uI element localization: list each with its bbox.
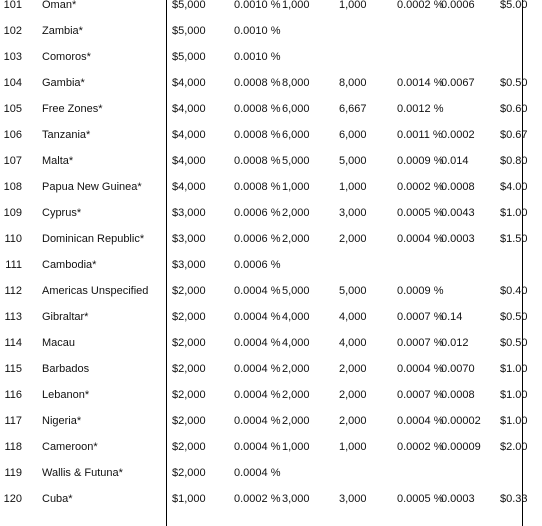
value-a: 2,000 (282, 233, 310, 245)
per-unit-value: $1.00 (500, 389, 528, 401)
per-unit-value: $0.50 (500, 77, 528, 89)
country-name: Macau (42, 337, 76, 349)
row-number: 106 (3, 129, 22, 141)
ratio-value: 0.0002 (441, 129, 475, 141)
share-b: 0.0002 % (397, 441, 444, 453)
country-name: Gambia* (42, 77, 85, 89)
ratio-value: 0.0067 (441, 77, 475, 89)
value-a: 5,000 (282, 285, 310, 297)
revenue-share: 0.0008 % (234, 103, 281, 115)
ratio-value: 0.0008 (441, 181, 475, 193)
ratio-value: 0.14 (441, 311, 463, 323)
value-b: 4,000 (339, 311, 367, 323)
country-name: Malta* (42, 155, 74, 167)
country-name: Lebanon* (42, 389, 90, 401)
row-number: 102 (3, 25, 22, 37)
country-name: Americas Unspecified (42, 285, 149, 297)
revenue-value: $4,000 (172, 155, 206, 167)
per-unit-value: $1.00 (500, 415, 528, 427)
country-name: Free Zones* (42, 103, 103, 115)
value-a: 2,000 (282, 389, 310, 401)
value-b: 8,000 (339, 77, 367, 89)
value-a: 6,000 (282, 103, 310, 115)
share-b: 0.0009 % (397, 155, 444, 167)
per-unit-value: $0.60 (500, 103, 528, 115)
row-number: 111 (5, 259, 22, 271)
table-row (0, 334, 542, 360)
value-b: 3,000 (339, 207, 367, 219)
revenue-value: $3,000 (172, 259, 206, 271)
share-b: 0.0004 % (397, 415, 444, 427)
per-unit-value: $0.80 (500, 155, 528, 167)
revenue-value: $2,000 (172, 441, 206, 453)
revenue-share: 0.0004 % (234, 285, 281, 297)
value-b: 2,000 (339, 389, 367, 401)
table-row (0, 308, 542, 334)
value-a: 6,000 (282, 129, 310, 141)
value-b: 1,000 (339, 0, 367, 11)
ratio-value: 0.0008 (441, 389, 475, 401)
revenue-share: 0.0004 % (234, 467, 281, 479)
table-row (0, 282, 542, 308)
value-a: 1,000 (282, 0, 310, 11)
revenue-share: 0.0004 % (234, 311, 281, 323)
revenue-share: 0.0008 % (234, 129, 281, 141)
value-b: 2,000 (339, 415, 367, 427)
table-row (0, 100, 542, 126)
table-row (0, 74, 542, 100)
table-row (0, 360, 542, 386)
revenue-share: 0.0006 % (234, 259, 281, 271)
ratio-value: 0.00009 (441, 441, 481, 453)
per-unit-value: $5.00 (500, 0, 528, 11)
value-a: 1,000 (282, 441, 310, 453)
value-b: 1,000 (339, 441, 367, 453)
country-name: Cambodia* (42, 259, 97, 271)
revenue-value: $4,000 (172, 77, 206, 89)
revenue-value: $2,000 (172, 337, 206, 349)
table-row (0, 490, 542, 516)
ratio-value: 0.0043 (441, 207, 475, 219)
share-b: 0.0005 % (397, 493, 444, 505)
value-a: 2,000 (282, 415, 310, 427)
share-b: 0.0004 % (397, 363, 444, 375)
table-row (0, 22, 542, 48)
share-b: 0.0002 % (397, 0, 444, 11)
revenue-share: 0.0010 % (234, 25, 281, 37)
revenue-value: $5,000 (172, 25, 206, 37)
per-unit-value: $2.00 (500, 441, 528, 453)
revenue-share: 0.0006 % (234, 233, 281, 245)
value-b: 6,667 (339, 103, 367, 115)
share-b: 0.0007 % (397, 311, 444, 323)
country-name: Zambia* (42, 25, 83, 37)
row-number: 112 (4, 285, 22, 297)
row-number: 114 (4, 337, 22, 349)
value-b: 2,000 (339, 233, 367, 245)
revenue-value: $4,000 (172, 129, 206, 141)
country-name: Gibraltar* (42, 311, 89, 323)
country-name: Dominican Republic* (42, 233, 145, 245)
value-b: 2,000 (339, 363, 367, 375)
revenue-share: 0.0004 % (234, 441, 281, 453)
value-b: 4,000 (339, 337, 367, 349)
value-a: 2,000 (282, 207, 310, 219)
country-name: Tanzania* (42, 129, 91, 141)
row-number: 118 (4, 441, 22, 453)
revenue-value: $3,000 (172, 233, 206, 245)
revenue-value: $2,000 (172, 311, 206, 323)
per-unit-value: $1.00 (500, 363, 528, 375)
row-number: 101 (3, 0, 22, 11)
country-name: Papua New Guinea* (42, 181, 142, 193)
table-row (0, 0, 542, 22)
per-unit-value: $0.50 (500, 337, 528, 349)
row-number: 109 (3, 207, 22, 219)
value-a: 2,000 (282, 363, 310, 375)
value-a: 4,000 (282, 311, 310, 323)
country-name: Oman* (42, 0, 77, 11)
share-b: 0.0004 % (397, 233, 444, 245)
value-b: 3,000 (339, 493, 367, 505)
ratio-value: 0.014 (441, 155, 469, 167)
country-name: Wallis & Futuna* (42, 467, 123, 479)
row-number: 108 (3, 181, 22, 193)
revenue-value: $2,000 (172, 285, 206, 297)
revenue-value: $2,000 (172, 389, 206, 401)
row-number: 116 (4, 389, 22, 401)
revenue-value: $3,000 (172, 207, 206, 219)
revenue-share: 0.0004 % (234, 337, 281, 349)
row-number: 104 (3, 77, 22, 89)
revenue-value: $2,000 (172, 363, 206, 375)
per-unit-value: $0.50 (500, 311, 528, 323)
revenue-share: 0.0010 % (234, 0, 281, 11)
per-unit-value: $0.67 (500, 129, 528, 141)
revenue-share: 0.0004 % (234, 363, 281, 375)
value-b: 1,000 (339, 181, 367, 193)
country-name: Cameroon* (42, 441, 98, 453)
row-number: 113 (4, 311, 22, 323)
country-name: Barbados (42, 363, 90, 375)
country-name: Comoros* (42, 51, 91, 63)
row-number: 110 (4, 233, 22, 245)
revenue-share: 0.0008 % (234, 77, 281, 89)
ratio-value: 0.0006 (441, 0, 475, 11)
ratio-value: 0.012 (441, 337, 469, 349)
value-a: 4,000 (282, 337, 310, 349)
value-b: 5,000 (339, 155, 367, 167)
value-a: 5,000 (282, 155, 310, 167)
revenue-share: 0.0004 % (234, 389, 281, 401)
country-name: Nigeria* (42, 415, 82, 427)
table-row (0, 412, 542, 438)
share-b: 0.0007 % (397, 337, 444, 349)
revenue-share: 0.0004 % (234, 415, 281, 427)
revenue-value: $4,000 (172, 103, 206, 115)
row-number: 119 (4, 467, 22, 479)
value-a: 1,000 (282, 181, 310, 193)
revenue-share: 0.0008 % (234, 181, 281, 193)
ratio-value: 0.0003 (441, 493, 475, 505)
share-b: 0.0014 % (397, 77, 444, 89)
ratio-value: 0.00002 (441, 415, 481, 427)
country-name: Cyprus* (42, 207, 82, 219)
per-unit-value: $1.50 (500, 233, 528, 245)
revenue-share: 0.0006 % (234, 207, 281, 219)
revenue-value: $5,000 (172, 51, 206, 63)
value-b: 5,000 (339, 285, 367, 297)
value-a: 8,000 (282, 77, 310, 89)
revenue-share: 0.0010 % (234, 51, 281, 63)
revenue-share: 0.0008 % (234, 155, 281, 167)
table-row (0, 178, 542, 204)
table-row (0, 256, 542, 282)
table-row (0, 48, 542, 74)
row-number: 115 (4, 363, 22, 375)
revenue-value: $2,000 (172, 467, 206, 479)
per-unit-value: $0.33 (500, 493, 528, 505)
ratio-value: 0.0003 (441, 233, 475, 245)
share-b: 0.0011 % (397, 129, 443, 141)
ratio-value: 0.0070 (441, 363, 475, 375)
value-a: 3,000 (282, 493, 310, 505)
country-name: Cuba* (42, 493, 73, 505)
revenue-value: $4,000 (172, 181, 206, 193)
row-number: 103 (3, 51, 22, 63)
share-b: 0.0005 % (397, 207, 444, 219)
table-row (0, 152, 542, 178)
table-row (0, 438, 542, 464)
per-unit-value: $0.40 (500, 285, 528, 297)
share-b: 0.0002 % (397, 181, 444, 193)
share-b: 0.0009 % (397, 285, 444, 297)
revenue-value: $2,000 (172, 415, 206, 427)
row-number: 107 (3, 155, 22, 167)
revenue-value: $1,000 (172, 493, 206, 505)
row-number: 105 (3, 103, 22, 115)
per-unit-value: $1.00 (500, 207, 528, 219)
value-b: 6,000 (339, 129, 367, 141)
revenue-share: 0.0002 % (234, 493, 281, 505)
table-row (0, 464, 542, 490)
table-row (0, 126, 542, 152)
row-number: 120 (3, 493, 22, 505)
row-number: 117 (4, 415, 22, 427)
table-row (0, 386, 542, 412)
share-b: 0.0007 % (397, 389, 444, 401)
per-unit-value: $4.00 (500, 181, 528, 193)
share-b: 0.0012 % (397, 103, 444, 115)
table-row (0, 204, 542, 230)
table-row (0, 230, 542, 256)
revenue-value: $5,000 (172, 0, 206, 11)
